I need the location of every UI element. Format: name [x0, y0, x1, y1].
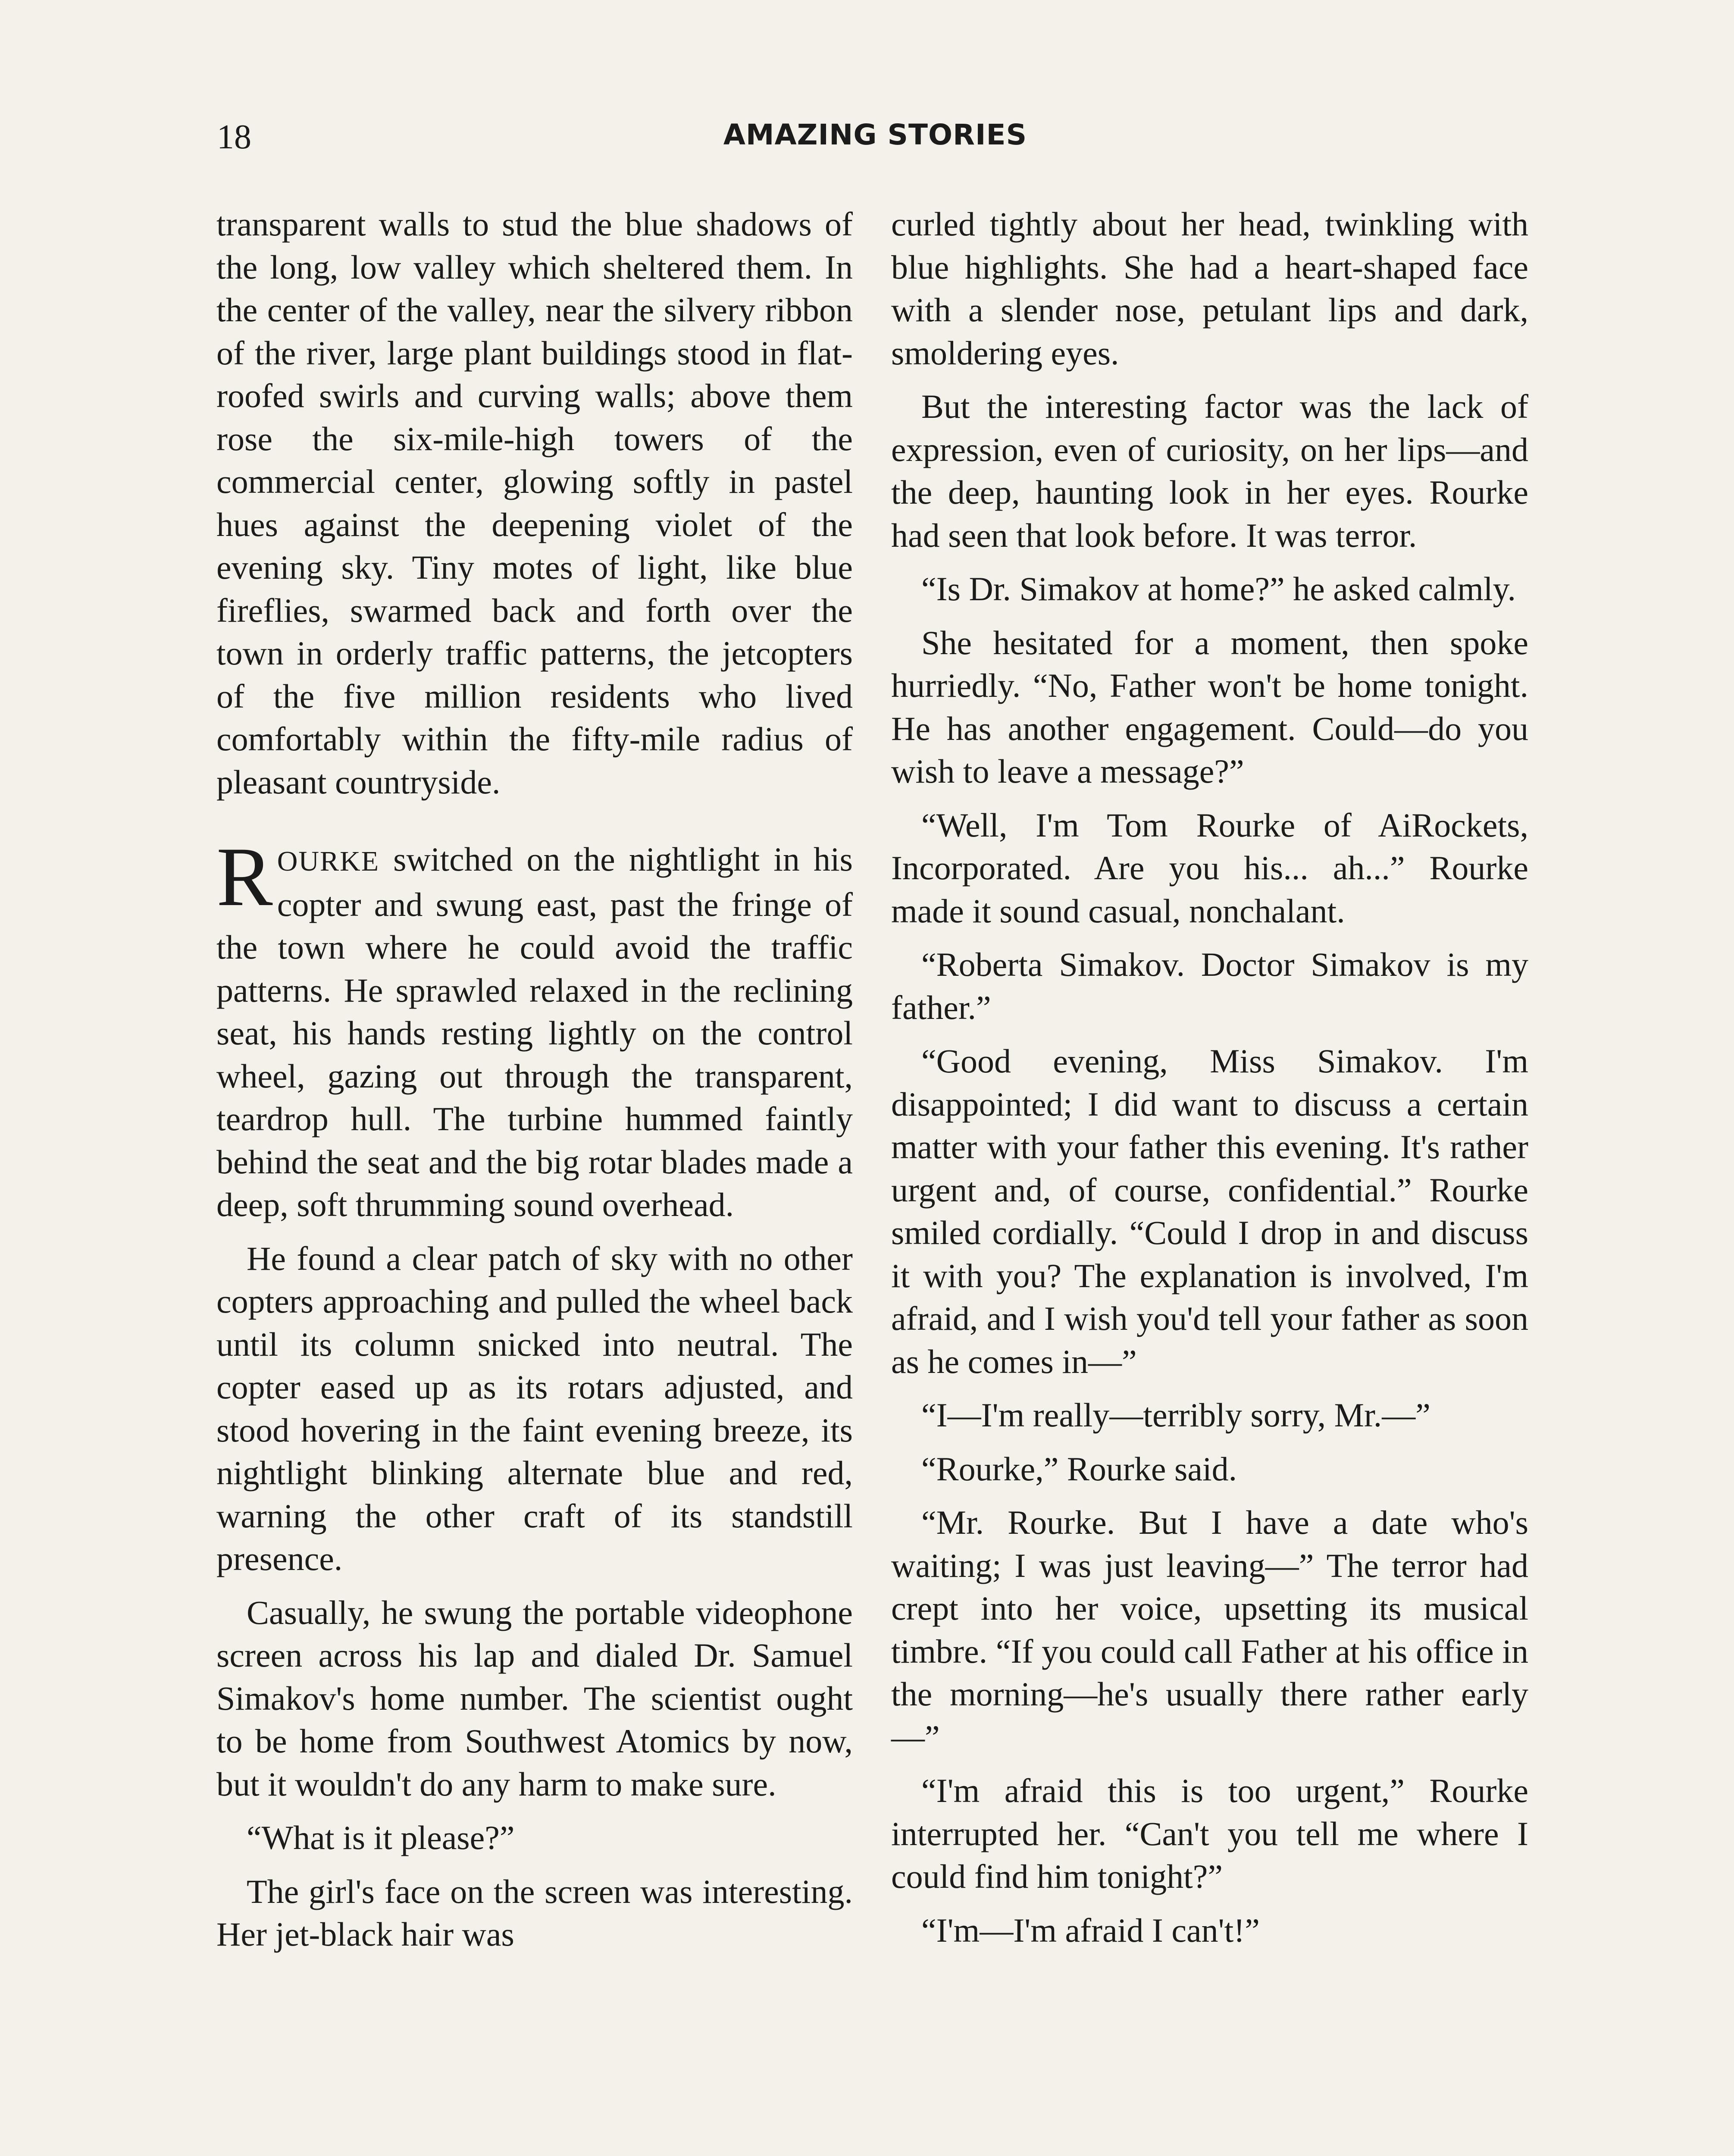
small-caps-word: OURKE — [277, 846, 380, 877]
paragraph: “Is Dr. Simakov at home?” he asked calmly. — [921, 570, 1516, 608]
paragraph: He found a clear patch of sky with no other copters approaching and pulled the wheel back until its column snicked into neutral. The copter eased up as its rotars adjusted, and stood hovering in the faint evening breeze, its nightlight blinking alternate blue and red, warning the other craft of its standstill presence. — [216, 1239, 853, 1577]
paragraph: “Mr. Rourke. But I have a date who's waiting; I was just leaving—” The terror had crept into her voice, upsetting its musical timbre. “If you could call Father at his office in the morning—he's usually there rather early—” — [891, 1504, 1528, 1756]
page-number: 18 — [217, 118, 251, 156]
paragraph: “Well, I'm Tom Rourke of AiRockets, Incorporated. Are you his... ah...” Rourke made it sound casual, nonchalant. — [891, 806, 1528, 930]
paragraph: “I'm afraid this is too urgent,” Rourke interrupted her. “Can't you tell me where I could find him tonight?” — [891, 1772, 1528, 1895]
paragraph: She hesitated for a moment, then spoke hurriedly. “No, Father won't be home tonight. He has another engagement. Could—do you wish to leave a message?” — [891, 624, 1528, 790]
paragraph: “What is it please?” — [247, 1819, 515, 1856]
paragraph: transparent walls to stud the blue shadows of the long, low valley which sheltered them. In the center of the valley, near the silvery ribbon of the river, large plant buildings stood in flat-roofed swirls and curving walls; above them rose the six-mile-high towers of the commercial center, glowing softly in pastel hues against the deepening violet of the evening sky. Tiny motes of light, like blue fireflies, swarmed back and forth over the town in orderly traffic patterns, the jetcopters of the five million residents who lived comfortably within the fifty-mile radius of pleasant countryside. — [216, 205, 853, 801]
section-opening-paragraph — [216, 830, 853, 1226]
paragraph: “Roberta Simakov. Doctor Simakov is my father.” — [891, 946, 1528, 1026]
paragraph: “Good evening, Miss Simakov. I'm disappointed; I did want to discuss a certain matter with your father this evening. It's rather urgent and, of course, confidential.” Rourke smiled cordially. “Could I drop in and discuss it with you? The explanation is involved, I'm afraid, and I wish you'd tell your father as soon as he comes in—” — [891, 1042, 1528, 1380]
paragraph: curled tightly about her head, twinkling with blue highlights. She had a heart-shaped face with a slender nose, petulant lips and dark, smoldering eyes. — [891, 205, 1528, 372]
paragraph: But the interesting factor was the lack of expression, even of curiosity, on her lips—and the deep, haunting look in her eyes. Rourke had seen that look before. It was terror. — [891, 388, 1528, 554]
left-column — [216, 203, 853, 1967]
paragraph: “I—I'm really—terribly sorry, Mr.—” — [921, 1396, 1430, 1434]
paragraph: Casually, he swung the portable videophone screen across his lap and dialed Dr. Samuel Simakov's home number. The scientist ought to be home from Southwest Atomics by now, but it wouldn't do any harm to make sure. — [216, 1593, 853, 1803]
section-opening-text: switched on the nightlight in his copter and swung east, past the fringe of the town where he could avoid the traffic patterns. He sprawled relaxed in the reclining seat, his hands resting lightly on the control wheel, gazing out through the transparent, teardrop hull. The turbine hummed faintly behind the seat and the big rotar blades made a deep, soft thrumming sound overhead. — [216, 840, 853, 1223]
paragraph: “I'm—I'm afraid I can't!” — [921, 1911, 1260, 1949]
paragraph: The girl's face on the screen was interesting. Her jet-black hair was — [216, 1872, 853, 1953]
right-column — [891, 203, 1528, 1962]
running-head: AMAZING STORIES — [723, 118, 1027, 151]
paragraph: “Rourke,” Rourke said. — [921, 1450, 1237, 1488]
drop-cap: R — [216, 830, 273, 924]
